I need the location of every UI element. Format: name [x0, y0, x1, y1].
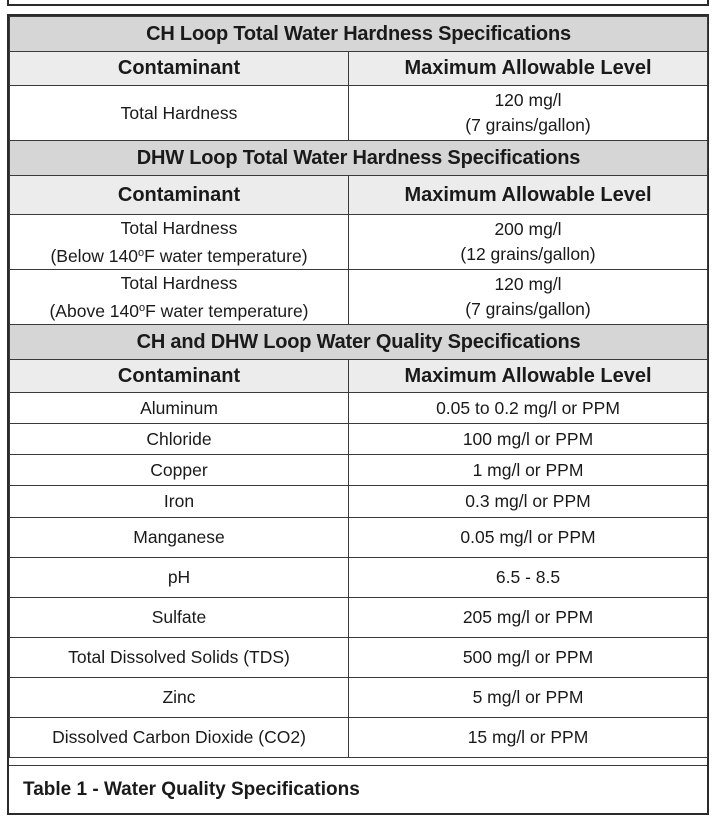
column-header-contaminant: Contaminant — [10, 360, 349, 393]
contaminant-cell: Manganese — [10, 518, 349, 558]
contaminant-cell: Zinc — [10, 678, 349, 718]
table-row — [10, 518, 708, 558]
contaminant-cell: Aluminum — [10, 393, 349, 424]
table-row — [10, 270, 708, 325]
table-row — [10, 558, 708, 598]
level-cell: 120 mg/l (7 grains/gallon) — [349, 86, 708, 141]
contaminant-cell: Total Hardness — [10, 86, 349, 141]
table-row — [10, 678, 708, 718]
table-caption: Table 1 - Water Quality Specifications — [9, 765, 707, 813]
contaminant-cell: Total Hardness (Above 140$^o$F water temperature) — [10, 270, 349, 325]
section-title: CH and DHW Loop Water Quality Specifications — [10, 325, 708, 360]
column-header-row — [10, 360, 708, 393]
column-header-row — [10, 176, 708, 215]
contaminant-cell: Copper — [10, 455, 349, 486]
contaminant-cell: Sulfate — [10, 598, 349, 638]
level-cell: 0.3 mg/l or PPM — [349, 486, 708, 518]
contaminant-cell: pH — [10, 558, 349, 598]
section-title-row — [10, 325, 708, 360]
section-title: CH Loop Total Water Hardness Specifications — [10, 17, 708, 52]
level-cell: 500 mg/l or PPM — [349, 638, 708, 678]
contaminant-cell: Total Dissolved Solids (TDS) — [10, 638, 349, 678]
level-cell: 5 mg/l or PPM — [349, 678, 708, 718]
previous-content-frame — [7, 0, 709, 6]
level-cell: 205 mg/l or PPM — [349, 598, 708, 638]
section-title-row — [10, 141, 708, 176]
contaminant-cell: Total Hardness (Below 140$^o$F water temperature) — [10, 215, 349, 270]
level-cell: 1 mg/l or PPM — [349, 455, 708, 486]
contaminant-cell: Dissolved Carbon Dioxide (CO2) — [10, 718, 349, 758]
section-title-row — [10, 17, 708, 52]
table-row — [10, 638, 708, 678]
table-row — [10, 424, 708, 455]
level-cell: 15 mg/l or PPM — [349, 718, 708, 758]
level-cell: 200 mg/l (12 grains/gallon) — [349, 215, 708, 270]
column-header-contaminant: Contaminant — [10, 52, 349, 86]
table-row — [10, 393, 708, 424]
table-row — [10, 598, 708, 638]
column-header-contaminant: Contaminant — [10, 176, 349, 215]
column-header-row — [10, 52, 708, 86]
contaminant-cell: Iron — [10, 486, 349, 518]
section-title: DHW Loop Total Water Hardness Specifications — [10, 141, 708, 176]
table-row — [10, 486, 708, 518]
level-cell: 120 mg/l (7 grains/gallon) — [349, 270, 708, 325]
contaminant-cell: Chloride — [10, 424, 349, 455]
water-quality-table — [9, 16, 708, 758]
column-header-max-level: Maximum Allowable Level — [349, 176, 708, 215]
level-cell: 0.05 mg/l or PPM — [349, 518, 708, 558]
column-header-max-level: Maximum Allowable Level — [349, 360, 708, 393]
table-row — [10, 455, 708, 486]
table-row — [10, 215, 708, 270]
level-cell: 6.5 - 8.5 — [349, 558, 708, 598]
table-row — [10, 718, 708, 758]
table-row — [10, 86, 708, 141]
level-cell: 0.05 to 0.2 mg/l or PPM — [349, 393, 708, 424]
level-cell: 100 mg/l or PPM — [349, 424, 708, 455]
water-quality-table-frame — [7, 14, 709, 815]
column-header-max-level: Maximum Allowable Level — [349, 52, 708, 86]
